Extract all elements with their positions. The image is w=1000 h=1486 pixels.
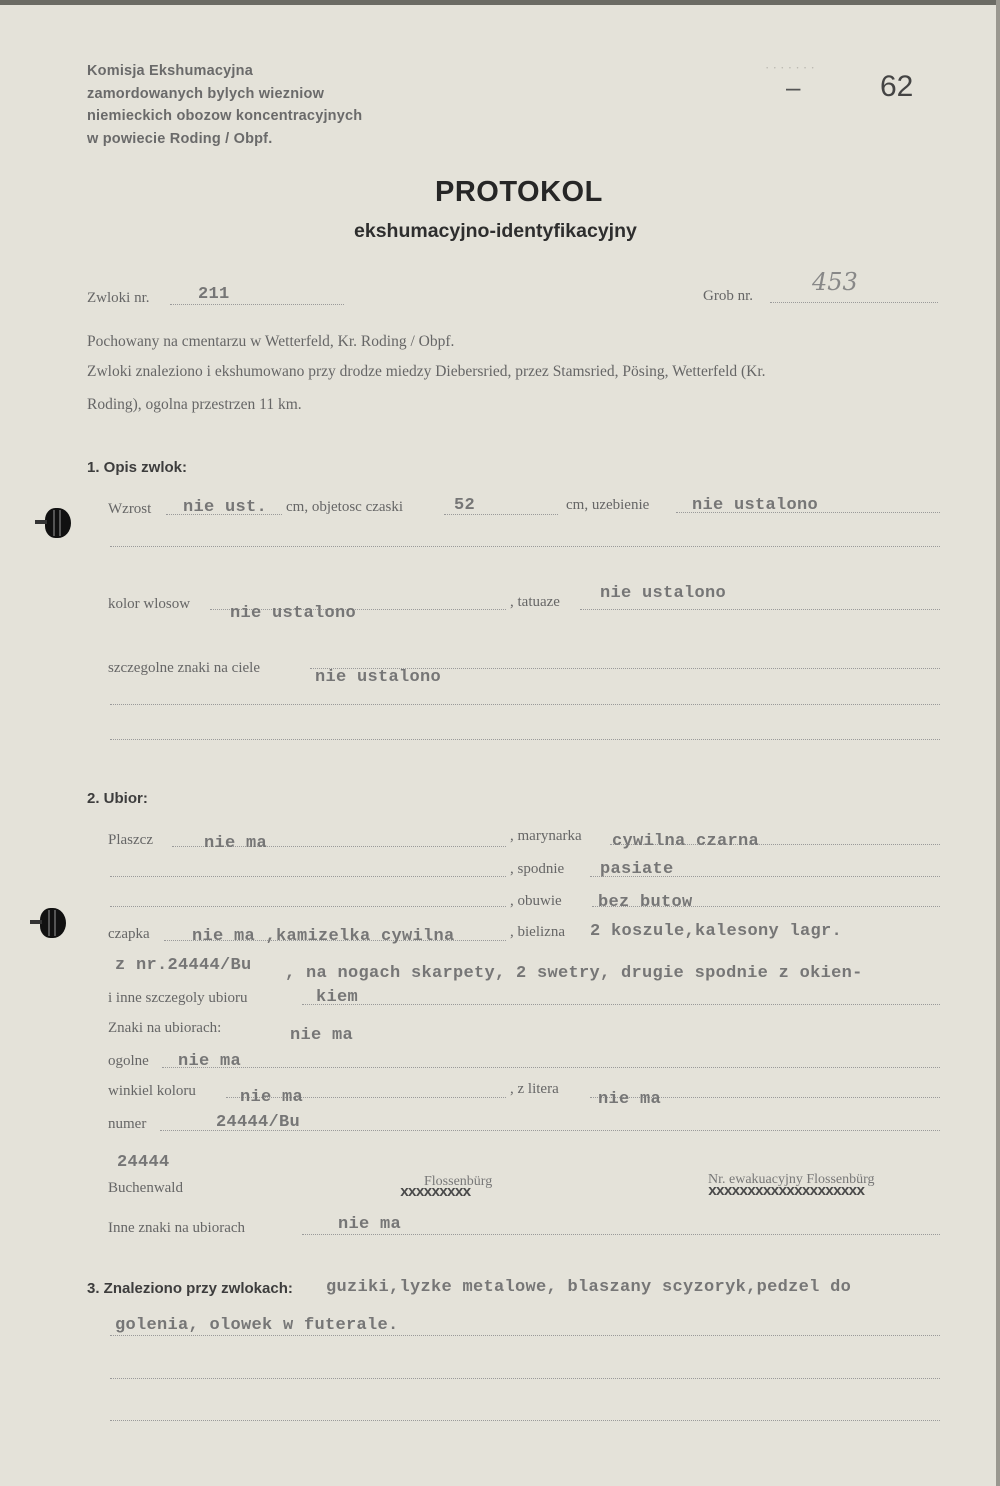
underwear-label: , bielizna — [510, 924, 565, 940]
document-subtitle: ekshumacyjno-identyfikacyjny — [354, 220, 637, 242]
section-3-heading: 3. Znaleziono przy zwlokach: — [87, 1280, 293, 1297]
page-number: 62 — [880, 70, 914, 103]
grave-number-label: Grob nr. — [703, 288, 753, 304]
jacket-label: , marynarka — [510, 828, 582, 844]
letter-value: nie ma — [598, 1090, 662, 1109]
trousers-label: , spodnie — [510, 861, 565, 877]
found-items-line-1: guziki,lyzke metalowe, blaszany scyzoryk,pedzel do — [326, 1278, 852, 1297]
header-line-3: niemieckich obozow koncentracyjnych — [87, 108, 363, 124]
clothing-marks-label: Znaki na ubiorach: — [108, 1020, 222, 1036]
shoes-label: , obuwie — [510, 893, 562, 909]
flossenburg-crossed-out: xxxxxxxxx — [400, 1184, 471, 1201]
remains-number-label: Zwloki nr. — [87, 290, 150, 306]
coat-line-2 — [110, 876, 506, 877]
number-value: 24444/Bu — [216, 1113, 301, 1132]
remains-number-line — [170, 304, 344, 305]
teeth-label: cm, uzebienie — [566, 497, 650, 513]
other-clothing-value-2: kiem — [316, 988, 359, 1007]
underwear-number: z nr.24444/Bu — [115, 956, 252, 975]
section-2-heading: 2. Ubior: — [87, 790, 148, 807]
header-dash: – — [786, 72, 801, 102]
cap-value: nie ma ,kamizelka cywilna — [192, 927, 455, 946]
header-line-4: w powiecie Roding / Obpf. — [87, 130, 273, 147]
cap-label: czapka — [108, 926, 150, 942]
coat-label: Plaszcz — [108, 832, 153, 848]
letter-label: , z litera — [510, 1081, 559, 1097]
shoes-value: bez butow — [598, 893, 693, 912]
hair-color-value: nie ustalono — [230, 604, 357, 623]
other-marks-label: Inne znaki na ubiorach — [108, 1220, 246, 1236]
punch-hole-upper — [45, 508, 71, 538]
other-clothing-line — [302, 1004, 940, 1005]
special-marks-value: nie ustalono — [315, 668, 442, 687]
tattoo-label: , tatuaze — [510, 594, 560, 610]
commission-header — [87, 60, 362, 150]
found-location: Zwloki znaleziono i ekshumowano przy drodze miedzy Diebersried, przez Stamsried, Pösing, Wetterfeld (Kr. — [87, 363, 766, 380]
remains-number-value: 211 — [198, 285, 230, 304]
found-items-line-4-rule — [110, 1420, 940, 1421]
document-title: PROTOKOL — [435, 176, 603, 208]
coat-line-3 — [110, 906, 506, 907]
general-marks-label: ogolne — [108, 1053, 149, 1069]
height-label: Wzrost — [108, 501, 152, 517]
jacket-value: cywilna czarna — [612, 832, 760, 851]
show-through-text: · · · · · · · — [765, 60, 815, 75]
triangle-color-value: nie ma — [240, 1088, 304, 1107]
coat-value: nie ma — [204, 834, 268, 853]
other-clothing-label: i inne szczegoly ubioru — [108, 990, 248, 1006]
tattoo-value: nie ustalono — [600, 584, 727, 603]
general-marks-value: nie ma — [178, 1052, 242, 1071]
flossenburg-label: Flossenbürg — [424, 1174, 493, 1189]
marks-line-3 — [110, 739, 940, 740]
skull-value: 52 — [454, 496, 476, 515]
skull-label: cm, objetosc czaski — [286, 499, 404, 515]
grave-number-value: 453 — [812, 268, 858, 296]
other-marks-value: nie ma — [338, 1215, 402, 1234]
found-distance: Roding), ogolna przestrzen 11 km. — [87, 396, 302, 413]
trousers-value: pasiate — [600, 860, 674, 879]
buchenwald-number: 24444 — [117, 1153, 170, 1172]
special-marks-label: szczegolne znaki na ciele — [108, 660, 260, 676]
body-line-2 — [110, 546, 940, 547]
underwear-value: 2 koszule,kalesony lagr. — [590, 922, 843, 941]
header-line-2: zamordowanych bylych wiezniow — [87, 85, 325, 102]
grave-number-line — [770, 302, 938, 303]
number-label: numer — [108, 1116, 147, 1132]
height-value: nie ust. — [183, 498, 268, 517]
teeth-value: nie ustalono — [692, 496, 819, 515]
marks-line-2 — [110, 704, 940, 705]
page-right-edge — [996, 0, 1000, 1486]
found-items-line-2: golenia, olowek w futerale. — [115, 1316, 399, 1335]
other-marks-line — [302, 1234, 940, 1235]
buchenwald-label: Buchenwald — [108, 1180, 183, 1196]
page-top-edge — [0, 0, 1000, 5]
clothing-marks-value: nie ma — [290, 1026, 354, 1045]
punch-hole-lower — [40, 908, 66, 938]
general-marks-line — [162, 1067, 940, 1068]
burial-place: Pochowany na cmentarzu w Wetterfeld, Kr. Roding / Obpf. — [87, 333, 455, 350]
tattoo-line — [580, 609, 940, 610]
triangle-color-label: winkiel koloru — [108, 1083, 196, 1099]
found-items-line-3-rule — [110, 1378, 940, 1379]
other-clothing-value: , na nogach skarpety, 2 swetry, drugie spodnie z okien- — [285, 964, 863, 983]
header-line-1: Komisja Ekshumacyjna — [87, 63, 253, 79]
found-items-line-2-rule — [110, 1335, 940, 1336]
evacuation-number-crossed-out: xxxxxxxxxxxxxxxxxxxx — [708, 1183, 865, 1200]
section-1-heading: 1. Opis zwlok: — [87, 459, 188, 476]
evacuation-number-label: Nr. ewakuacyjny Flossenbürg — [708, 1172, 875, 1187]
hair-color-label: kolor wlosow — [108, 596, 191, 612]
